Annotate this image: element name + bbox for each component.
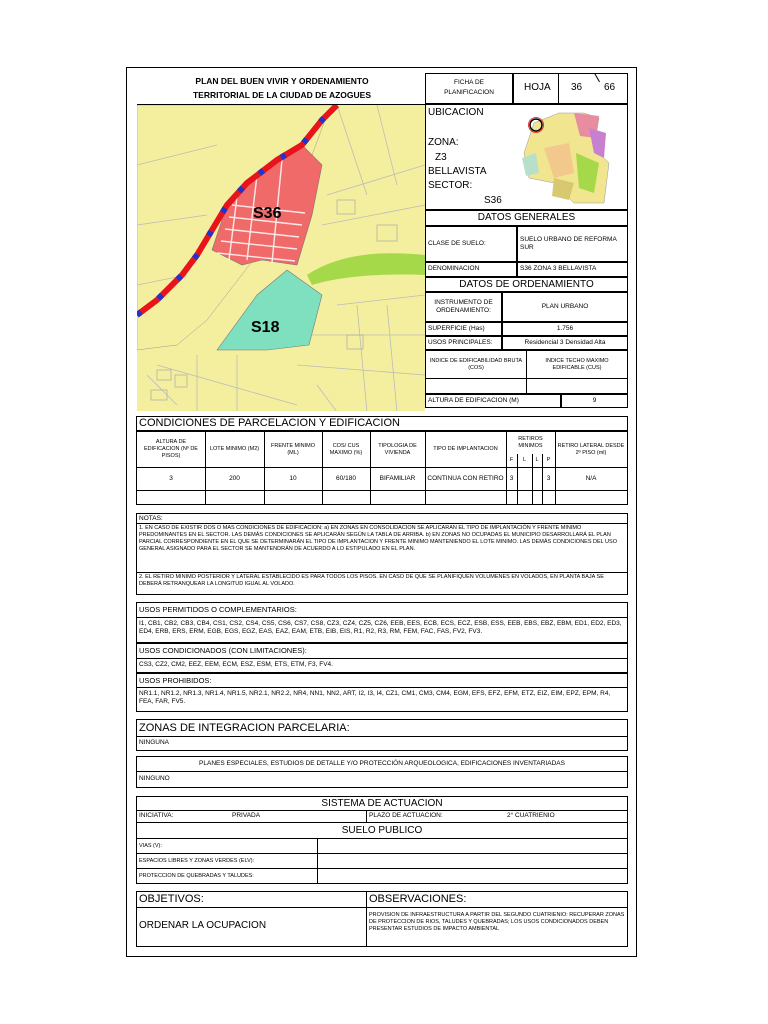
clase-suelo-value: SUELO URBANO DE REFORMA SUR — [517, 226, 628, 262]
sector-label: SECTOR: — [428, 180, 473, 191]
cos-label: INDICE DE EDIFICABILIDAD BRUTA (COS) — [429, 357, 523, 371]
col-retiro-l: L — [522, 457, 527, 464]
integracion-box — [136, 719, 628, 751]
ficha-line1: FICHA DE — [454, 79, 484, 86]
proteccion-label: PROTECCION DE QUEBRADAS Y TALUDES: — [139, 873, 254, 879]
cell-retiro-lateral: N/A — [585, 474, 597, 482]
usos-permitidos-list: I1, CB1, CB2, CB3, CB4, CS1, CS2, CS4, CS5, CS6, CS7, CS8, CZ3, CZ4, CZ5, CZ6, EEB, EES, ECB, ECS, ECZ, ESB, ESS, EEB, EBS, EBZ, EBM, ED1, ED2, ED3, ED4, ERB, ERS, ERM, EGB, EGS, EGZ, EAS, EAZ, EAM, ETB, EIB, EIS, R1, R2, R3, RM, FEM, FAC, FAS, FV2, FV3. — [139, 620, 622, 636]
objetivos-title: OBJETIVOS: — [139, 893, 204, 905]
usos-permitidos-title: USOS PERMITIDOS O COMPLEMENTARIOS: — [139, 605, 297, 614]
map-svg — [137, 105, 425, 411]
planes-value: NINGUNO — [139, 775, 170, 782]
usos-principales-value: Residencial 3 Densidad Alta — [502, 336, 628, 350]
col-frente-minimo: FRENTE MINIMO (ML) — [271, 442, 315, 456]
ficha-line2: PLANIFICACION — [444, 89, 494, 97]
datos-ordenamiento-title: DATOS DE ORDENAMIENTO — [425, 277, 628, 292]
ficha-box — [425, 73, 513, 104]
denominacion-value: S36 ZONA 3 BELLAVISTA — [517, 262, 628, 277]
col-lote-minimo: LOTE MINIMO (M2) — [209, 446, 260, 453]
suelo-publico-title: SUELO PUBLICO — [341, 825, 423, 836]
usos-prohibidos-box — [136, 673, 628, 712]
indices-box — [425, 350, 628, 394]
zona-label: ZONA: — [428, 137, 459, 148]
instrumento-value: PLAN URBANO — [502, 292, 628, 322]
parcelacion-title: CONDICIONES DE PARCELACION Y EDIFICACION — [136, 416, 628, 431]
denominacion-label: DENOMINACION — [425, 262, 517, 277]
plazo-value: 2° CUATRIENIO — [507, 812, 555, 819]
usos-prohibidos-title: USOS PROHIBIDOS: — [139, 676, 212, 685]
hoja-total: 66 — [604, 82, 616, 93]
location-minimap — [514, 108, 626, 208]
planes-title: PLANES ESPECIALES, ESTUDIOS DE DETALLE Y/O PROTECCIÓN ARQUEOLOGICA, EDIFICACIONES INVENTARIADAS — [199, 760, 565, 767]
col-tipo-implantacion: TIPO DE IMPLANTACION — [433, 446, 498, 453]
col-retiro-f: F — [509, 457, 514, 464]
altura-edificacion-value: 9 — [561, 394, 628, 408]
instrumento-label: INSTRUMENTO DE ORDENAMIENTO: — [425, 292, 502, 322]
notas-box — [136, 513, 628, 595]
col-retiro-lb: L — [535, 457, 539, 464]
ubicacion-title: UBICACION — [428, 107, 484, 118]
superficie-value: 1.756 — [502, 322, 628, 336]
usos-principales-label: USOS PRINCIPALES: — [425, 336, 502, 350]
cus-label: INDICE TECHO MAXIMO EDIFICABLE (CUS) — [545, 357, 609, 371]
usos-condicionados-box — [136, 643, 628, 673]
usos-condicionados-title: USOS CONDICIONADOS (CON LIMITACIONES): — [139, 646, 307, 655]
col-retiro-p: P — [546, 457, 551, 464]
plan-title-line1: PLAN DEL BUEN VIVIR Y ORDENAMIENTO — [195, 76, 369, 86]
label-s36: S36 — [253, 205, 282, 222]
integracion-value: NINGUNA — [139, 739, 169, 746]
label-s18: S18 — [251, 319, 280, 336]
cell-retiro-f: 3 — [509, 474, 514, 482]
usos-condicionados-list: CS3, CZ2, CM2, EEZ, EEM, ECM, ESZ, ESM, ETS, ETM, F3, FV4. — [139, 661, 333, 668]
superficie-label: SUPERFICIE (Has) — [425, 322, 502, 336]
notas-title: NOTAS: — [139, 515, 163, 522]
observaciones-title: OBSERVACIONES: — [369, 893, 467, 905]
hoja-number: 36 — [571, 82, 583, 93]
vias-label: VIAS (V): — [139, 843, 162, 849]
usos-permitidos-box — [136, 602, 628, 643]
parcelacion-table — [136, 431, 628, 505]
espacios-label: ESPACIOS LIBRES Y ZONAS VERDES (ELV): — [139, 858, 255, 864]
actuacion-title: SISTEMA DE ACTUACION — [321, 798, 443, 809]
datos-generales-title: DATOS GENERALES — [425, 210, 628, 226]
col-cos-cus: COS/ CUS MAXIMO (%) — [329, 442, 363, 456]
minimap-svg — [514, 108, 626, 208]
usos-prohibidos-list: NR1.1, NR1.2, NR1.3, NR1.4, NR1.5, NR2.1, NR2.2, NR4, NN1, NN2, ART, I2, I3, I4, CZ1, CM1, CM3, CM4, EGM, EFS, EFZ, EFM, ETZ, EIZ, EIM, EPZ, EPM, R4, FEA, FAR, FV5. — [139, 690, 611, 706]
cell-lote: 200 — [229, 474, 240, 482]
actuacion-box — [136, 796, 628, 884]
col-tipologia: TIPOLOGIA DE VIVIENDA — [378, 442, 417, 456]
cell-tipologia: BIFAMILIAR — [379, 474, 416, 482]
cell-cos: 60/180 — [336, 474, 356, 482]
hoja-box — [513, 73, 628, 104]
objetivos-box — [136, 891, 628, 947]
sector-value: S36 — [484, 195, 502, 206]
altura-edificacion-label: ALTURA DE EDIFICACION (M) — [425, 394, 561, 408]
col-retiro-lateral: RETIRO LATERAL DESDE 2º PISO (ml) — [557, 442, 625, 456]
sector-map — [137, 104, 425, 411]
observaciones-value: PROVISION DE INFRAESTRUCTURA A PARTIR DEL SEGUNDO CUATRIENIO: RECUPERAR ZONAS DE PROTECCION DE RIOS, TALUDES Y QUEBRADAS; LOS USOS CONDICIONADOS DEBEN PRESENTAR ESTUDIOS DE IMPACTO AMBIENTAL — [369, 912, 625, 932]
col-altura: ALTURA DE EDIFICACION (Nº DE PISOS) — [144, 439, 198, 459]
nota-1: 1. EN CASO DE EXISTIR DOS O MAS CONDICIONES DE EDIFICACION: a) EN ZONAS EN CONSOLIDACION SE APLICARAN EL TIPO DE IMPLANTACIÓN Y FRENTE MINIMO PREDOMINANTES EN EL SECTOR. LAS DEMÁS CONDICIONES SE APLICARÁN SEGÚN LA TABLA DE ARRIBA. b) EN ZONAS NO OCUPADAS EL MUNICIPIO DESARROLLARÁ EL PLAN PARCIAL CORRESPONDIENTE EN EL QUE SE DETERMINARÁN EL TIPO DE IMPLANTACION Y FRENTE MINIMO MANTENIENDO EL LOTE MINIMO. LAS DEMÁS CONDICIONES DEL USO GENERAL ASIGNADO PARA EL SECTOR SE MANTENDRÁN DE ACUERDO A LO ESTIPULADO EN EL PLAN. — [139, 525, 617, 552]
cell-frente: 10 — [289, 474, 297, 482]
planes-box — [136, 756, 628, 788]
cell-tipo: CONTINUA CON RETIRO — [427, 474, 504, 482]
ubicacion-box — [425, 104, 628, 210]
iniciativa-value: PRIVADA — [232, 812, 261, 819]
hoja-label: HOJA — [524, 82, 551, 93]
plan-title — [138, 76, 426, 100]
integracion-title: ZONAS DE INTEGRACION PARCELARIA: — [139, 722, 350, 734]
nota-2: 2. EL RETIRO MINIMO POSTERIOR Y LATERAL ESTABLECIDO ES PARA TODOS LOS PISOS. EN CASO DE QUE SE PLANIFIQUEN VOLUMENES EN VOLADOS, EN PLANTA BAJA SE DEBERÁ RETRANQUEAR LA LONGITUD IGUAL AL VOLADO. — [139, 574, 604, 587]
zona-value: Z3 — [435, 152, 447, 163]
clase-suelo-label: CLASE DE SUELO: — [425, 226, 517, 262]
plan-title-line2: TERRITORIAL DE LA CIUDAD DE AZOGUES — [192, 90, 372, 101]
plazo-label: PLAZO DE ACTUACION: — [369, 812, 443, 819]
iniciativa-label: INICIATIVA: — [139, 812, 174, 819]
cell-retiro-p: 3 — [546, 474, 551, 482]
objetivos-value: ORDENAR LA OCUPACION — [139, 920, 267, 931]
col-retiros: RETIROS MINIMOS — [518, 436, 543, 449]
zona-name: BELLAVISTA — [428, 166, 487, 177]
cell-altura: 3 — [169, 474, 173, 482]
